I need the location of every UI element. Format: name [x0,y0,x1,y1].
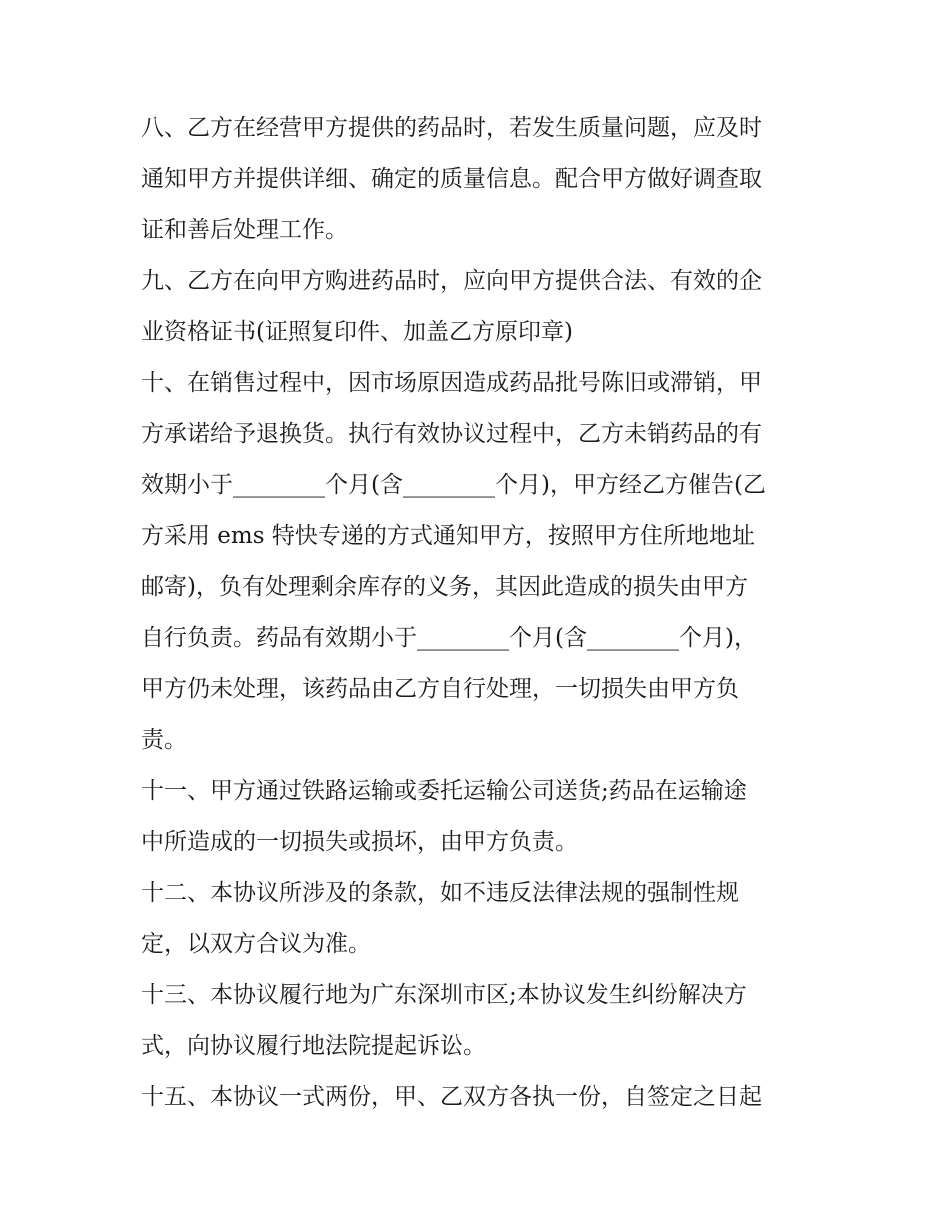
text-line: 方采用 ems 特快专递的方式通知甲方，按照甲方住所地地址 [141,523,755,549]
text-line: 效期小于________个月(含________个月)，甲方经乙方催告(乙 [141,472,766,498]
text-line: 邮寄)，负有处理剩余库存的义务，其因此造成的损失由甲方 [141,574,748,600]
text-line: 式，向协议履行地法院提起诉讼。 [141,1033,486,1059]
text-line: 业资格证书(证照复印件、加盖乙方原印章) [141,319,573,345]
text-line: 十五、本协议一式两份，甲、乙双方各执一份，自签定之日起 [141,1084,762,1110]
text-line: 十三、本协议履行地为广东深圳市区;本协议发生纠纷解决方 [141,982,747,1008]
text-line: 证和善后处理工作。 [141,217,348,243]
text-line: 十二、本协议所涉及的条款，如不违反法律法规的强制性规 [141,880,739,906]
text-line: 甲方仍未处理，该药品由乙方自行处理，一切损失由甲方负 [141,676,739,702]
text-line: 中所造成的一切损失或损坏，由甲方负责。 [141,829,578,855]
text-line: 十一、甲方通过铁路运输或委托运输公司送货;药品在运输途 [141,778,747,804]
text-line: 九、乙方在向甲方购进药品时，应向甲方提供合法、有效的企 [141,268,762,294]
text-line: 十、在销售过程中，因市场原因造成药品批号陈旧或滞销，甲 [141,370,762,396]
text-line: 通知甲方并提供详细、确定的质量信息。配合甲方做好调查取 [141,166,762,192]
text-line: 责。 [141,727,187,753]
text-line: 自行负责。药品有效期小于________个月(含________个月)， [141,625,757,651]
text-line: 方承诺给予退换货。执行有效协议过程中，乙方未销药品的有 [141,421,762,447]
text-line: 定，以双方合议为准。 [141,931,371,957]
text-line: 八、乙方在经营甲方提供的药品时，若发生质量问题，应及时 [141,115,762,141]
